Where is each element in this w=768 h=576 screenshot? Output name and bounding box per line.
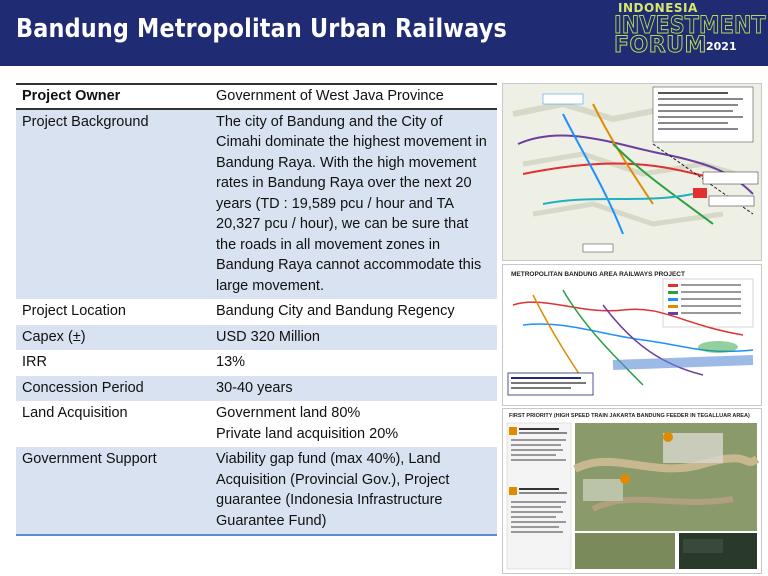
row-value-line: Government land 80% <box>216 405 361 421</box>
row-value: Viability gap fund (max 40%), Land Acquisition (Provincial Gov.), Project guarantee (Indonesia Infrastructure Guarantee Fund) <box>210 447 497 535</box>
logo-line-1: INDONESIA <box>618 1 698 15</box>
row-label: Project Owner <box>16 84 210 109</box>
row-label: Project Location <box>22 303 126 319</box>
first-priority-graphic <box>503 409 761 573</box>
page-title: Bandung Metropolitan Urban Railways <box>16 14 507 44</box>
row-label: Concession Period <box>16 376 210 402</box>
table-row <box>16 376 497 402</box>
table-row <box>16 401 497 447</box>
row-value: The city of Bandung and the City of Cimahi dominate the highest movement in Bandung Raya. With the high movement rates in Bandung Raya over the next 20 years (TD : 19,589 pcu / hour and TA 20,327 pcu / hour), we can be sure that the roads in all movement zones in Bandung Raya cannot accommodate this large movement. <box>210 109 497 300</box>
logo-line-3: FORUM <box>614 33 707 58</box>
row-label: Government Support <box>16 447 210 535</box>
row-value <box>210 401 497 447</box>
header-bar <box>0 0 768 66</box>
development-plan-graphic <box>503 265 761 405</box>
row-value: Government of West Java Province <box>210 84 497 109</box>
development-plan-image <box>502 264 762 406</box>
row-value: Bandung City and Bandung Regency <box>216 303 455 319</box>
row-label: Capex (±) <box>16 325 210 351</box>
table-row <box>16 109 497 300</box>
table-row <box>16 447 497 535</box>
project-info-table <box>16 83 497 536</box>
row-label: Land Acquisition <box>22 405 128 421</box>
table-row <box>16 84 497 109</box>
row-value: USD 320 Million <box>210 325 497 351</box>
logo-year: 2021 <box>706 40 737 53</box>
row-value-line: Private land acquisition 20% <box>216 425 399 442</box>
route-map-graphic <box>503 84 761 260</box>
row-label: Project Background <box>16 109 210 300</box>
first-priority-title: FIRST PRIORITY (HIGH SPEED TRAIN JAKARTA BANDUNG FEEDER IN TEGALLUAR AREA) <box>509 413 750 419</box>
table-row <box>16 325 497 351</box>
table-row <box>16 299 497 325</box>
development-plan-title: METROPOLITAN BANDUNG AREA RAILWAYS PROJECT <box>511 271 685 278</box>
row-value: 13% <box>216 354 246 370</box>
logo-line-2: INVESTMENT <box>614 11 766 39</box>
route-map-image <box>502 83 762 261</box>
table-row <box>16 350 497 376</box>
first-priority-image <box>502 408 762 574</box>
row-value: 30-40 years <box>210 376 497 402</box>
row-label: IRR <box>22 354 47 370</box>
investment-forum-logo <box>612 2 764 58</box>
